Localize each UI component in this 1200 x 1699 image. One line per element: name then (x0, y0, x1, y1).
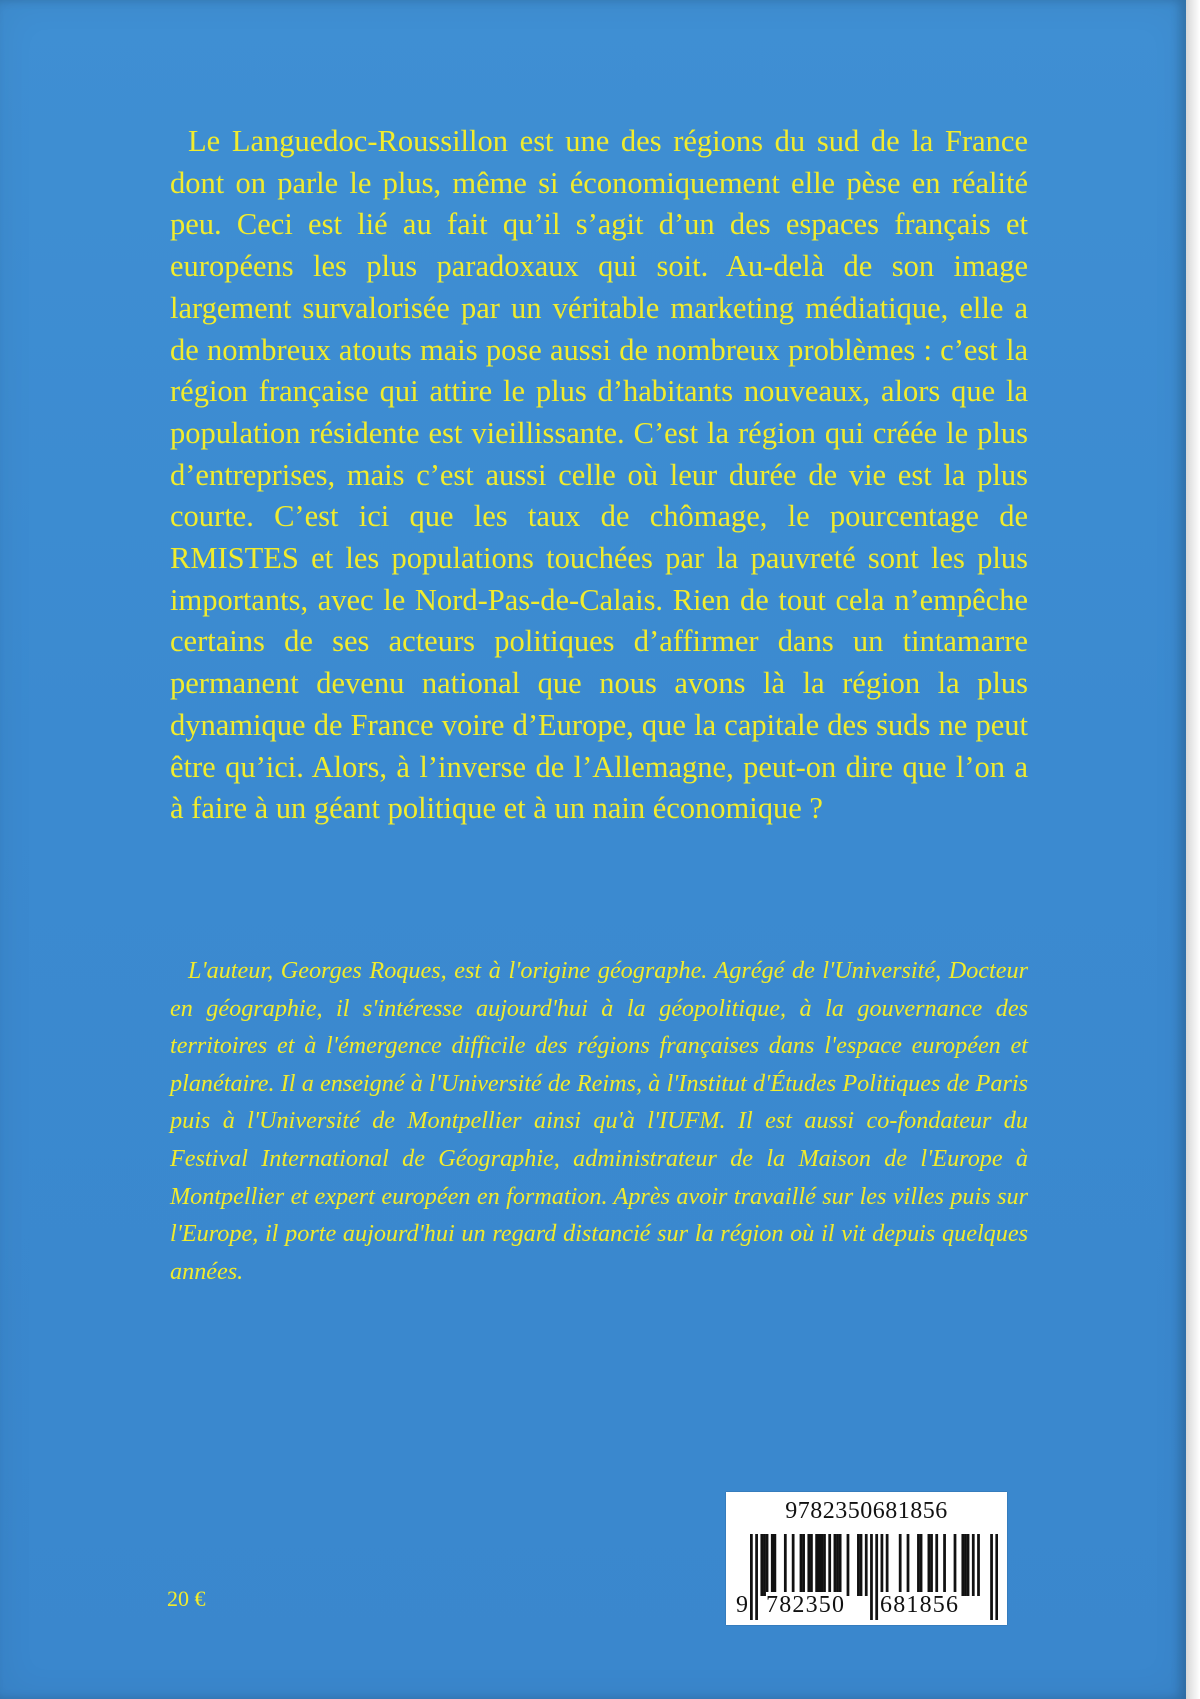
barcode-bar (815, 1534, 818, 1596)
barcode-bar (773, 1534, 776, 1596)
barcode-bar (920, 1534, 923, 1596)
barcode-bar (792, 1534, 795, 1596)
barcode-bar (784, 1534, 787, 1596)
barcode-bar (818, 1534, 821, 1596)
barcode-bar (930, 1534, 933, 1596)
barcode-bar (886, 1534, 889, 1596)
barcode-bar (760, 1534, 763, 1596)
barcode-bar (857, 1534, 860, 1596)
barcode-bar (961, 1534, 964, 1596)
barcode-bar (917, 1534, 920, 1596)
barcode-bar (964, 1534, 967, 1596)
barcode-bar (899, 1534, 902, 1596)
blurb-text: Le Languedoc-Roussillon est une des régions du sud de la France dont on parle le plus, même si économiquement elle pèse en réalité peu. Ceci est lié au fait qu’il s’agit d’un des espaces français et européens les plus paradoxaux qui soit. Au-delà de son image largement survalorisée par un véritable marketing médiatique, elle a de nombreux atouts mais pose aussi de nombreux problèmes : c’est la région française qui attire le plus d’habitants nouveaux, alors que la population résidente est vieillissante. C’est la région qui créée le plus d’entreprises, mais c’est aussi celle où leur durée de vie est la plus courte. C’est ici que les taux de chômage, le pourcentage de RMISTES et les populations touchées par la pauvreté sont les plus importants, avec le Nord-Pas-de-Calais. Rien de tout cela n’empêche certains de ses acteurs politiques d’affirmer dans un tintamarre permanent devenu national que nous avons là la région la plus dynamique de France voire d’Europe, que la capitale des suds ne peut être qu’ici. Alors, à l’inverse de l’Allemagne, peut-on dire que l’on a à faire à un géant politique et à un nain économique ? (170, 124, 1028, 826)
barcode-bar (881, 1534, 884, 1596)
barcode-bar (860, 1534, 863, 1596)
barcode-guard-bar (870, 1534, 873, 1620)
barcode-bar (847, 1534, 850, 1596)
page-edge (1186, 0, 1200, 1699)
barcode-bar (834, 1534, 837, 1596)
barcode-bar (802, 1534, 805, 1596)
barcode-bar (907, 1534, 910, 1596)
barcode-bar (820, 1534, 823, 1596)
barcode-bar (836, 1534, 839, 1596)
barcode-bar (928, 1534, 931, 1596)
barcode-bar (977, 1534, 980, 1596)
barcode-bar (967, 1534, 970, 1596)
barcode-bar (766, 1534, 769, 1596)
barcode-bar (800, 1534, 803, 1596)
barcode-guard-bar (995, 1534, 998, 1620)
barcode-bar (823, 1534, 826, 1596)
barcode-bar (771, 1534, 774, 1596)
isbn-number: 9782350681856 (785, 1498, 948, 1524)
barcode-bar (865, 1534, 868, 1596)
barcode-bar (935, 1534, 938, 1596)
barcode-digits-right: 681856 (880, 1592, 960, 1618)
barcode-guard-bar (755, 1534, 758, 1620)
barcode-bar (943, 1534, 946, 1596)
author-bio: L'auteur, Georges Roques, est à l'origine géographe. Agrégé de l'Université, Docteur en géographie, il s'intéresse aujourd'hui à la géopolitique, à la gouvernance des territoires et à l'émergence difficile des régions françaises dans l'espace européen et planétaire. Il a enseigné à l'Université de Reims, à l'Institut d'Études Politiques de Paris puis à l'Université de Montpellier ainsi qu'à l'IUFM. Il est aussi co-fondateur du Festival International de Géographie, administrateur de la Maison de l'Europe à Montpellier et expert européen en formation. Après avoir travaillé sur les villes puis sur l'Europe, il porte aujourd'hui un regard distancié sur la région où il vit depuis quelques années. (170, 957, 1028, 1285)
barcode-guard-bar (990, 1534, 993, 1620)
barcode-bar (810, 1534, 813, 1596)
barcode-digits-left: 782350 (766, 1592, 846, 1618)
barcode-bar (972, 1534, 975, 1596)
barcode-bar (763, 1534, 766, 1596)
barcode-bar (807, 1534, 810, 1596)
barcode-bar (839, 1534, 842, 1596)
barcode-label (726, 1492, 1007, 1625)
barcode-bar (828, 1534, 831, 1596)
barcode-bar (954, 1534, 957, 1596)
price-label: 20 € (167, 1586, 206, 1611)
barcode-guard-bar (750, 1534, 753, 1620)
barcode-guard-bar (875, 1534, 878, 1620)
barcode-digit-first: 9 (736, 1592, 748, 1618)
